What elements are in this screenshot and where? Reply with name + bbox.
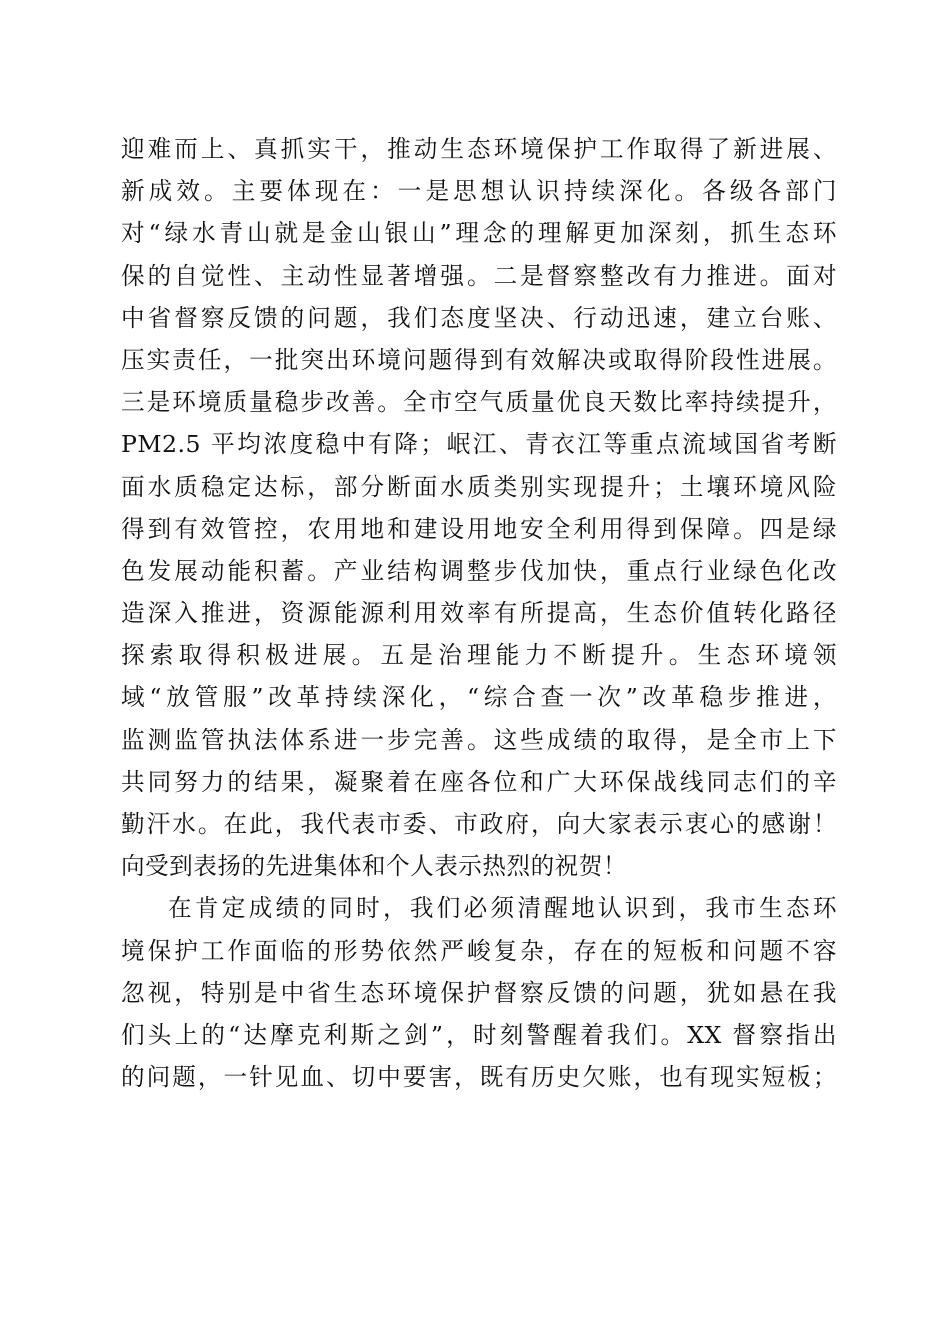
- paragraph-first-line: 在肯定成绩的同时，我们必须清醒地认识到，我市生态环: [168, 894, 837, 923]
- text-line: 监测监管执法体系进一步完善。这些成绩的取得，是全市上下: [121, 725, 837, 754]
- text-line: PM2.5 平均浓度稳中有降；岷江、青衣江等重点流域国省考断: [121, 430, 837, 459]
- text-line: 得到有效管控，农用地和建设用地安全利用得到保障。四是绿: [121, 514, 837, 543]
- text-line: 探索取得积极进展。五是治理能力不断提升。生态环境领: [121, 641, 837, 670]
- text-line: 境保护工作面临的形势依然严峻复杂，存在的短板和问题不容: [121, 936, 837, 965]
- text-line: 造深入推进，资源能源利用效率有所提高，生态价值转化路径: [121, 599, 837, 628]
- text-line: 的问题，一针见血、切中要害，既有历史欠账，也有现实短板；: [121, 1063, 837, 1092]
- text-line: 域“放管服”改革持续深化，“综合查一次”改革稳步推进，: [121, 683, 837, 712]
- text-line: 压实责任，一批突出环境问题得到有效解决或取得阶段性进展。: [121, 345, 837, 374]
- text-line: 新成效。主要体现在：一是思想认识持续深化。各级各部门: [121, 177, 837, 206]
- text-line: 色发展动能积蓄。产业结构调整步伐加快，重点行业绿色化改: [121, 556, 837, 585]
- text-line: 保的自觉性、主动性显著增强。二是督察整改有力推进。面对: [121, 261, 837, 290]
- text-line: 对“绿水青山就是金山银山”理念的理解更加深刻，抓生态环: [121, 219, 837, 248]
- paragraph-end-line: 向受到表扬的先进集体和个人表示热烈的祝贺！: [121, 852, 627, 881]
- text-line: 迎难而上、真抓实干，推动生态环境保护工作取得了新进展、: [121, 135, 837, 163]
- text-line: 中省督察反馈的问题，我们态度坚决、行动迅速，建立台账、: [121, 303, 837, 332]
- text-line: 三是环境质量稳步改善。全市空气质量优良天数比率持续提升，: [121, 388, 837, 417]
- text-line: 们头上的“达摩克利斯之剑”，时刻警醒着我们。XX 督察指出: [121, 1020, 837, 1049]
- text-line: 勤汗水。在此，我代表市委、市政府，向大家表示衷心的感谢！: [121, 810, 837, 838]
- text-line: 共同努力的结果，凝聚着在座各位和广大环保战线同志们的辛: [121, 767, 837, 796]
- text-line: 面水质稳定达标，部分断面水质类别实现提升；土壤环境风险: [121, 472, 837, 501]
- text-line: 忽视，特别是中省生态环境保护督察反馈的问题，犹如悬在我: [121, 978, 837, 1007]
- body-text: [121, 128, 837, 1098]
